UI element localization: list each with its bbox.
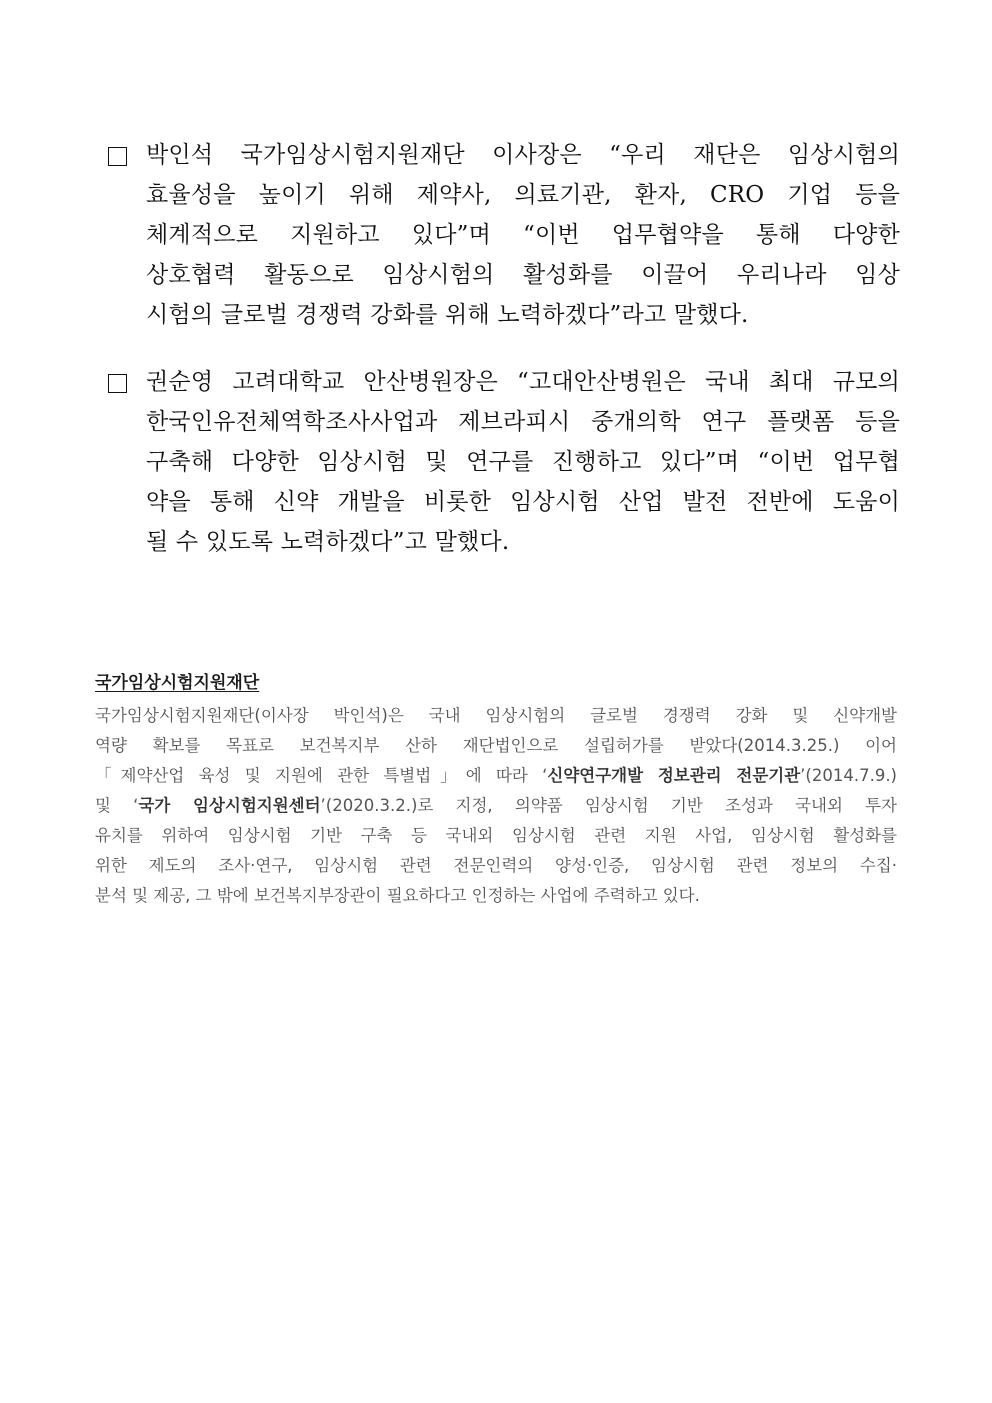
- checkbox-bullet-icon: [108, 374, 127, 393]
- paragraph-line: 체계적으로 지원하고 있다”며 “이번 업무협약을 통해 다양한: [146, 222, 900, 248]
- paragraph-line: 한국인유전체역학조사사업과 제브라피시 중개의학 연구 플랫폼 등을: [146, 409, 900, 435]
- paragraph-line: 상호협력 활동으로 임상시험의 활성화를 이끌어 우리나라 임상: [146, 262, 900, 288]
- about-text: ’(2014.7.9.): [800, 766, 897, 785]
- about-line: 위한 제도의 조사·연구, 임상시험 관련 전문인력의 양성·인증, 임상시험 관련 정보의 수집·: [95, 856, 897, 875]
- about-text: ’(2020.3.2.)로 지정, 의약품 임상시험 기반 조성과 국내외 투자: [320, 796, 897, 815]
- about-line: 유치를 위하여 임상시험 기반 구축 등 국내외 임상시험 관련 지원 사업, 임상시험 활성화를: [95, 826, 897, 845]
- about-text: 「제약산업 육성 및 지원에 관한 특별법」에 따라 ‘: [95, 766, 548, 785]
- paragraph-line: 약을 통해 신약 개발을 비롯한 임상시험 산업 발전 전반에 도움이: [146, 489, 900, 515]
- about-line: 분석 및 제공, 그 밖에 보건복지부장관이 필요하다고 인정하는 사업에 주력하고 있다.: [95, 886, 700, 905]
- paragraph-line: 될 수 있도록 노력하겠다”고 말했다.: [146, 529, 510, 555]
- about-text: 및 ‘: [95, 796, 139, 815]
- paragraph-line: 시험의 글로벌 경쟁력 강화를 위해 노력하겠다”라고 말했다.: [146, 302, 749, 328]
- paragraph-line: 효율성을 높이기 위해 제약사, 의료기관, 환자, CRO 기업 등을: [146, 182, 900, 208]
- designation-name: 신약연구개발 정보관리 전문기관: [547, 766, 801, 785]
- paragraph-line: 구축해 다양한 임상시험 및 연구를 진행하고 있다”며 “이번 업무협: [146, 449, 900, 475]
- paragraph-line: 권순영 고려대학교 안산병원장은 “고대안산병원은 국내 최대 규모의: [146, 369, 900, 395]
- about-line: [95, 792, 897, 819]
- checkbox-bullet-icon: [108, 147, 127, 166]
- about-line: [95, 762, 897, 789]
- about-line: 역량 확보를 목표로 보건복지부 산하 재단법인으로 설립허가를 받았다(2014.3.25.) 이어: [95, 736, 897, 755]
- paragraph-line: 박인석 국가임상시험지원재단 이사장은 “우리 재단은 임상시험의: [146, 142, 900, 168]
- designation-name: 국가 임상시험지원센터: [138, 796, 321, 815]
- about-title: 국가임상시험지원재단: [95, 673, 260, 693]
- about-line: 국가임상시험지원재단(이사장 박인석)은 국내 임상시험의 글로벌 경쟁력 강화 및 신약개발: [95, 706, 897, 725]
